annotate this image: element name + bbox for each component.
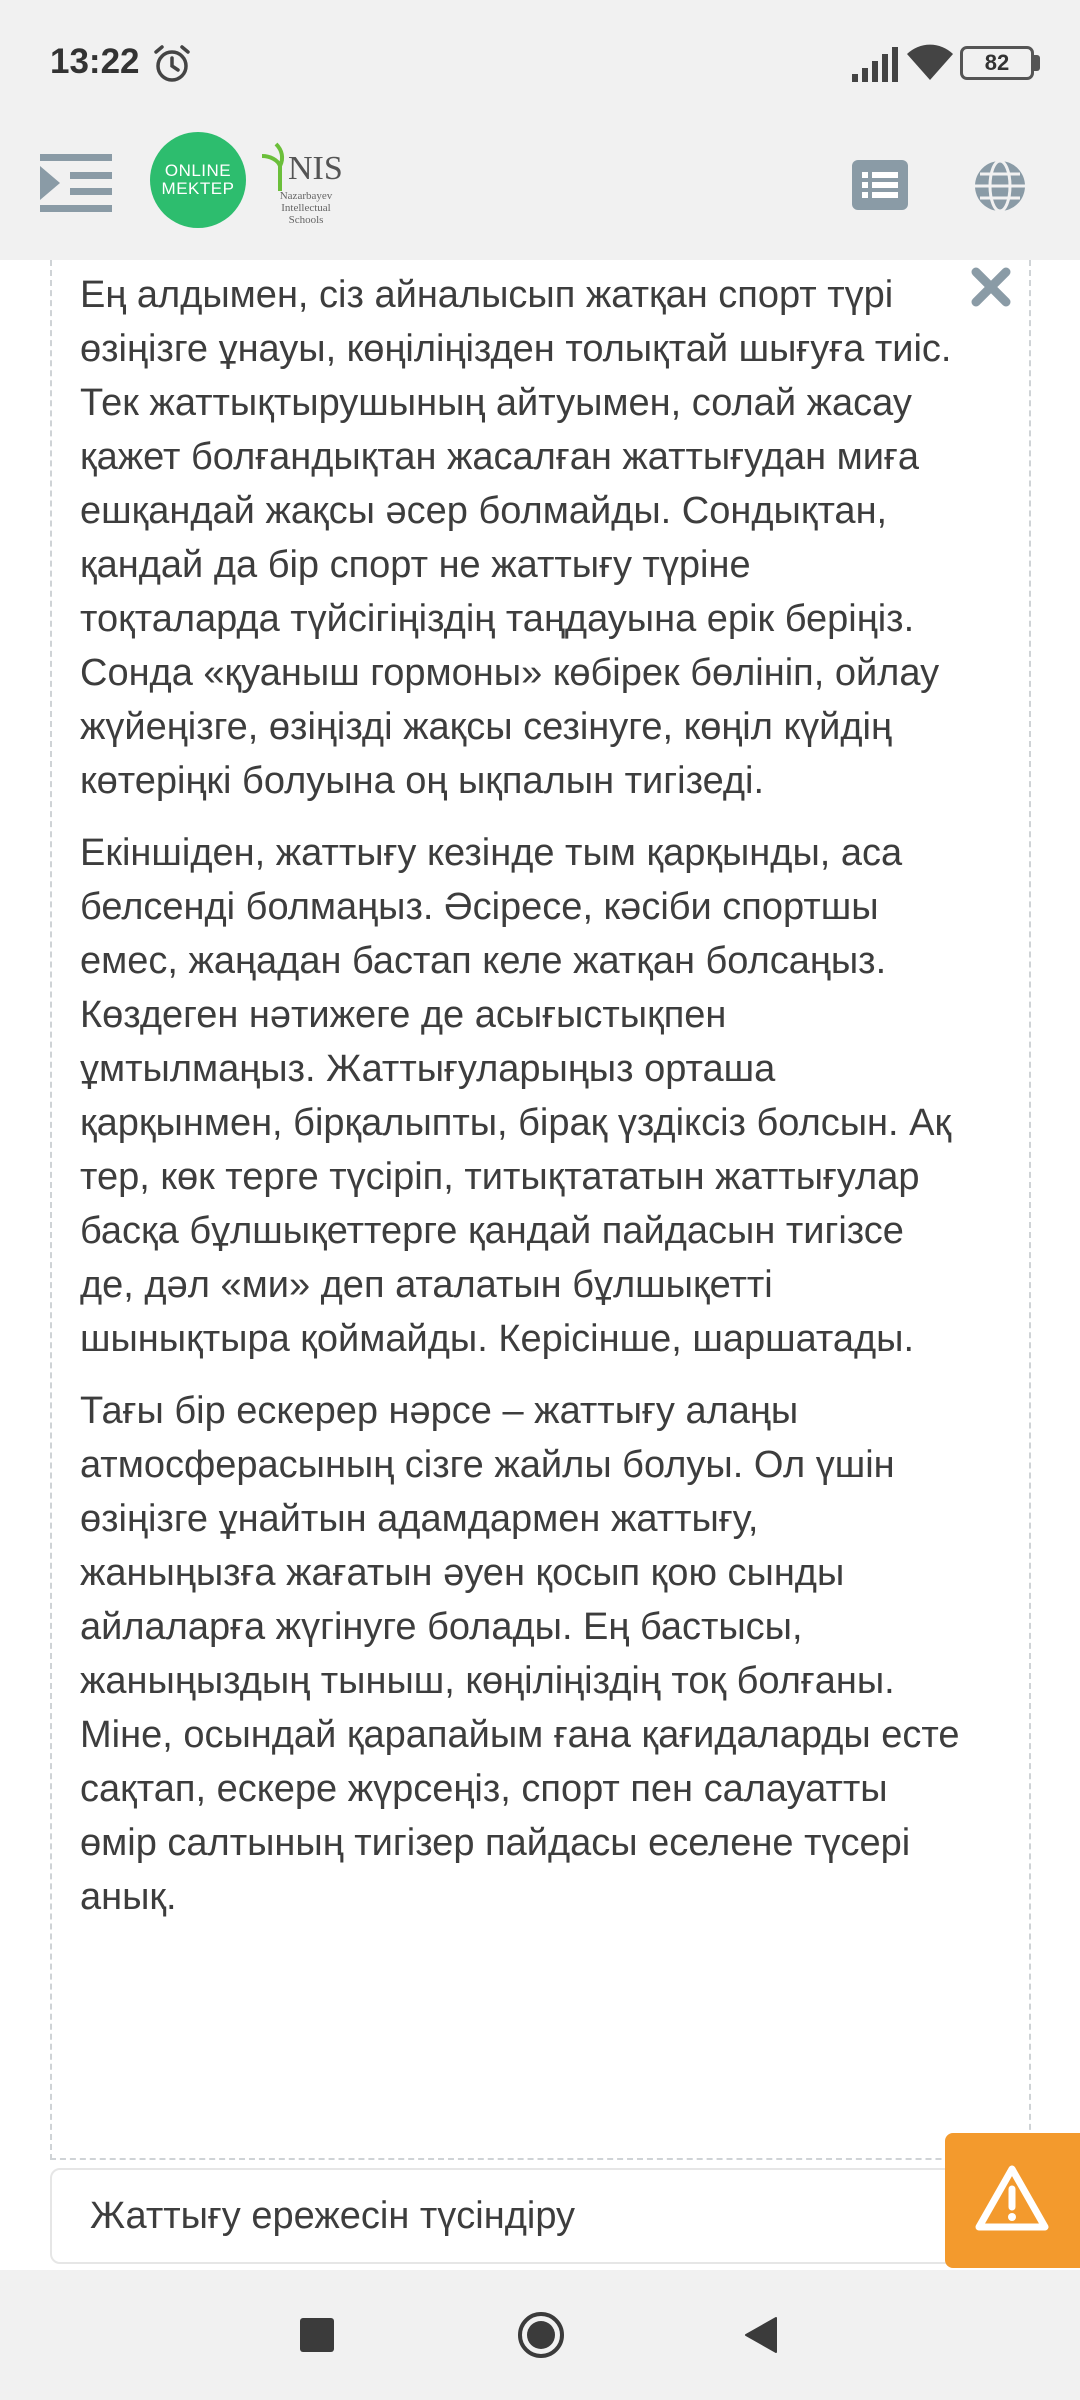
answer-option-label: Жаттығу ережесін түсіндіру: [90, 2195, 576, 2237]
back-button-icon[interactable]: [742, 2316, 778, 2354]
online-mektep-logo: [150, 132, 246, 228]
battery-tip: [1034, 55, 1040, 71]
menu-collapse-icon[interactable]: [40, 150, 112, 216]
answer-option[interactable]: [50, 2168, 980, 2264]
wifi-icon: [905, 42, 955, 82]
alarm-icon: [150, 42, 194, 86]
battery-level: 82: [984, 50, 1010, 75]
battery-indicator: [960, 46, 1034, 80]
nis-title: NIS: [288, 150, 343, 187]
warning-triangle-icon: [945, 2133, 1080, 2268]
recent-apps-button[interactable]: [300, 2318, 334, 2352]
logo-line-2: MEKTEP: [161, 179, 235, 198]
nis-subtitle: Nazarbayev Intellectual Schools: [279, 190, 333, 226]
paragraph-1: Ең алдымен, сіз айналысып жатқан спорт түрі өзіңізге ұнауы, көңіліңізден толықтай шығуға тиіс. Тек жаттықтырушының айтуымен, солай жасау қажет болғандықтан жасалған жаттығудан миға ешқандай жақсы әсер болмайды. Сондықтан, қандай да бір спорт не жаттығу түріне тоқталарда түйсігіңіздің таңдауына ерік беріңіз. Сонда «қуаныш гормоны» көбірек бөлініп, ойлау жүйеңізге, өзіңізді жақсы сезінуге, көңіл күйдің көтеріңкі болуына оң ықпалын тигізеді.: [80, 274, 952, 802]
paragraph-3: Тағы бір ескерер нәрсе – жаттығу алаңы атмосферасының сізге жайлы болуы. Ол үшін өзіңізге ұнайтын адамдармен жаттығу, жаныңызға жағатын әуен қосып қою сынды айлаларға жүгінуге болады. Ең бастысы, жаныңыздың тыныш, көңіліңіздің тоқ болғаны. Міне, осындай қарапайым ғана қағидаларды есте сақтап, ескере жүрсеңіз, спорт пен салауатты өмір салтының тигізер пайдасы еселене түсері анық.: [80, 1390, 960, 1918]
close-icon[interactable]: [970, 266, 1012, 308]
globe-icon[interactable]: [972, 158, 1028, 214]
signal-icon: [850, 46, 900, 82]
list-icon[interactable]: [852, 160, 908, 210]
report-warning-button[interactable]: [945, 2133, 1080, 2268]
paragraph-2: Екіншіден, жаттығу кезінде тым қарқынды, аса белсенді болмаңыз. Әсіресе, кәсіби спортшы емес, жаңадан бастап келе жатқан болсаңыз. Көздеген нәтижеге де асығыстықпен ұмтылмаңыз. Жаттығуларыңыз орташа қарқынмен, бірқалыпты, бірақ үздіксіз болсын. Ақ тер, көк терге түсіріп, титықтататын жаттығулар басқа бұлшықеттерге қандай пайдасын тигізсе де, дәл «ми» деп аталатын бұлшықетті шынықтыра қоймайды. Керісінше, шаршатады.: [80, 832, 952, 1360]
home-button-icon[interactable]: [516, 2310, 566, 2360]
logo-line-1: ONLINE: [164, 161, 232, 180]
status-time: 13:22: [50, 42, 140, 81]
article-text: [80, 268, 960, 1942]
